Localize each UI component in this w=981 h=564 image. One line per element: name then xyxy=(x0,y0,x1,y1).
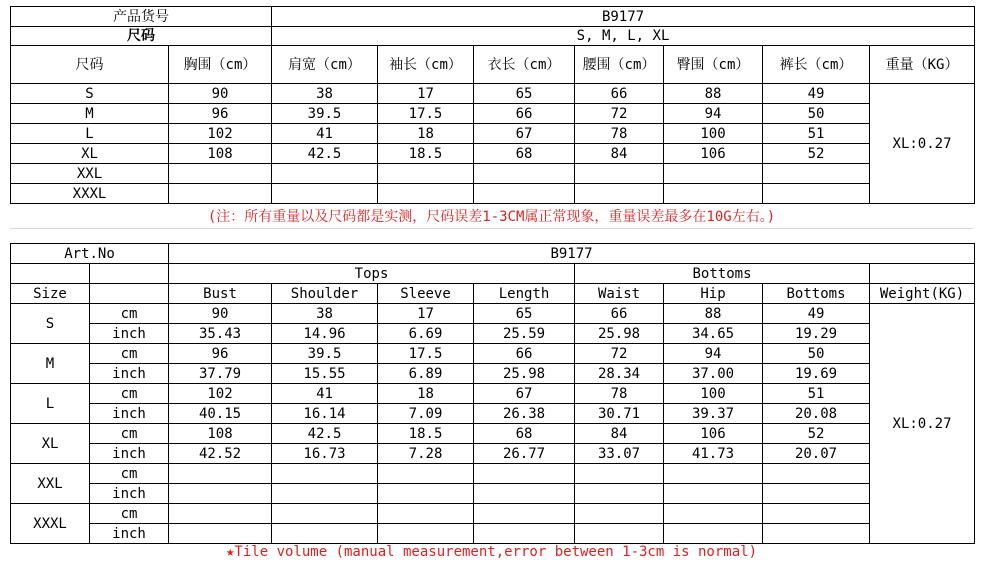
en-unit-cm: cm xyxy=(90,464,169,484)
cn-value-cell: 84 xyxy=(575,144,664,164)
en-size-cell: M xyxy=(11,344,90,384)
en-value-cell: 88 xyxy=(664,304,763,324)
en-value-cell: 20.08 xyxy=(763,404,870,424)
en-table-row xyxy=(11,384,975,404)
en-value-cell: 96 xyxy=(169,344,272,364)
en-value-cell: 84 xyxy=(575,424,664,444)
en-size-cell: XXL xyxy=(11,464,90,504)
en-value-cell xyxy=(272,524,378,544)
en-value-cell xyxy=(763,504,870,524)
en-value-cell: 40.15 xyxy=(169,404,272,424)
en-value-cell: 15.55 xyxy=(272,364,378,384)
en-value-cell xyxy=(169,464,272,484)
en-header-cell: Waist xyxy=(575,284,664,304)
en-header-cell: Length xyxy=(474,284,575,304)
cn-size-range-value: S, M, L, XL xyxy=(272,27,975,46)
en-value-cell xyxy=(575,504,664,524)
cn-value-cell xyxy=(378,184,474,204)
en-unit-cm: cm xyxy=(90,304,169,324)
en-table-row xyxy=(11,304,975,324)
en-value-cell: 100 xyxy=(664,384,763,404)
en-value-cell: 68 xyxy=(474,424,575,444)
en-value-cell xyxy=(474,464,575,484)
cn-weight-cell: XL:0.27 xyxy=(870,84,975,204)
en-value-cell xyxy=(378,524,474,544)
en-value-cell xyxy=(575,484,664,504)
cn-value-cell: 102 xyxy=(169,124,272,144)
cn-value-cell: 96 xyxy=(169,104,272,124)
en-value-cell: 65 xyxy=(474,304,575,324)
cn-value-cell xyxy=(664,164,763,184)
en-value-cell xyxy=(763,464,870,484)
cn-header-cell: 裤长（cm） xyxy=(763,46,870,84)
en-size-cell: L xyxy=(11,384,90,424)
cn-note: (注：所有重量以及尺码都是实测，尺码误差1-3CM属正常现象，重量误差最多在10G左右。) xyxy=(207,209,776,225)
en-table-row xyxy=(11,484,975,504)
cn-header-cell: 肩宽（cm） xyxy=(272,46,378,84)
en-weight-cell: XL:0.27 xyxy=(870,304,975,544)
en-value-cell: 35.43 xyxy=(169,324,272,344)
cn-size-cell: L xyxy=(11,124,169,144)
cn-value-cell: 65 xyxy=(474,84,575,104)
en-value-cell xyxy=(664,484,763,504)
en-value-cell xyxy=(474,524,575,544)
en-value-cell xyxy=(664,464,763,484)
en-value-cell: 34.65 xyxy=(664,324,763,344)
en-value-cell: 90 xyxy=(169,304,272,324)
en-value-cell: 102 xyxy=(169,384,272,404)
en-value-cell: 50 xyxy=(763,344,870,364)
en-table-row xyxy=(11,524,975,544)
en-value-cell xyxy=(169,524,272,544)
cn-table-row xyxy=(11,124,975,144)
en-value-cell: 19.69 xyxy=(763,364,870,384)
cn-header-cell: 胸围（cm） xyxy=(169,46,272,84)
en-value-cell: 26.77 xyxy=(474,444,575,464)
en-unit-inch: inch xyxy=(90,324,169,344)
en-value-cell: 16.73 xyxy=(272,444,378,464)
en-value-cell: 41 xyxy=(272,384,378,404)
cn-value-cell: 17 xyxy=(378,84,474,104)
en-value-cell: 39.37 xyxy=(664,404,763,424)
cn-size-cell: M xyxy=(11,104,169,124)
cn-product-no-value: B9177 xyxy=(272,7,975,27)
en-value-cell: 28.34 xyxy=(575,364,664,384)
en-value-cell: 94 xyxy=(664,344,763,364)
cn-value-cell: 38 xyxy=(272,84,378,104)
en-header-row xyxy=(11,284,975,304)
en-blank-cell xyxy=(870,264,975,284)
en-value-cell: 39.5 xyxy=(272,344,378,364)
en-value-cell: 49 xyxy=(763,304,870,324)
en-table-row xyxy=(11,444,975,464)
en-unit-inch: inch xyxy=(90,444,169,464)
cn-size-range-label: 尺码 xyxy=(11,27,272,46)
en-value-cell xyxy=(763,524,870,544)
cn-header-cell: 重量（KG） xyxy=(870,46,975,84)
en-blank-cell xyxy=(90,264,169,284)
en-value-cell: 17 xyxy=(378,304,474,324)
en-size-cell: S xyxy=(11,304,90,344)
en-value-cell: 66 xyxy=(575,304,664,324)
cn-value-cell xyxy=(272,164,378,184)
cn-header-cell: 袖长（cm） xyxy=(378,46,474,84)
en-value-cell: 52 xyxy=(763,424,870,444)
en-value-cell: 20.07 xyxy=(763,444,870,464)
en-table-row xyxy=(11,464,975,484)
cn-value-cell: 106 xyxy=(664,144,763,164)
en-weight-label: Weight(KG) xyxy=(870,284,975,304)
cn-value-cell: 90 xyxy=(169,84,272,104)
en-value-cell: 33.07 xyxy=(575,444,664,464)
en-blank-cell xyxy=(11,264,90,284)
cn-value-cell: 66 xyxy=(474,104,575,124)
en-value-cell xyxy=(474,504,575,524)
en-value-cell: 78 xyxy=(575,384,664,404)
en-table-row xyxy=(11,404,975,424)
en-art-no-value: B9177 xyxy=(169,244,975,264)
en-unit-inch: inch xyxy=(90,404,169,424)
cn-value-cell xyxy=(272,184,378,204)
cn-value-cell xyxy=(378,164,474,184)
cn-table-row xyxy=(11,164,975,184)
en-unit-cm: cm xyxy=(90,424,169,444)
cn-value-cell: 100 xyxy=(664,124,763,144)
en-value-cell: 30.71 xyxy=(575,404,664,424)
en-header-cell: Shoulder xyxy=(272,284,378,304)
en-value-cell: 7.28 xyxy=(378,444,474,464)
en-header-cell: Bottoms xyxy=(763,284,870,304)
cn-header-cell: 衣长（cm） xyxy=(474,46,575,84)
en-value-cell: 6.89 xyxy=(378,364,474,384)
en-value-cell: 37.79 xyxy=(169,364,272,384)
cn-size-table-main xyxy=(10,6,975,204)
en-value-cell xyxy=(272,484,378,504)
cn-value-cell: 17.5 xyxy=(378,104,474,124)
en-value-cell: 106 xyxy=(664,424,763,444)
section-divider xyxy=(10,228,973,229)
cn-table-row xyxy=(11,184,975,204)
en-size-cell: XXXL xyxy=(11,504,90,544)
en-value-cell xyxy=(169,484,272,504)
en-value-cell xyxy=(378,464,474,484)
en-unit-inch: inch xyxy=(90,524,169,544)
en-value-cell xyxy=(575,524,664,544)
cn-value-cell: 94 xyxy=(664,104,763,124)
en-value-cell: 42.5 xyxy=(272,424,378,444)
en-unit-cm: cm xyxy=(90,384,169,404)
en-value-cell: 16.14 xyxy=(272,404,378,424)
en-header-cell: Bust xyxy=(169,284,272,304)
cn-value-cell: 72 xyxy=(575,104,664,124)
en-value-cell: 25.98 xyxy=(575,324,664,344)
en-value-cell xyxy=(272,464,378,484)
en-value-cell xyxy=(664,504,763,524)
cn-value-cell xyxy=(664,184,763,204)
cn-size-cell: XL xyxy=(11,144,169,164)
en-note xyxy=(10,544,973,560)
en-value-cell: 17.5 xyxy=(378,344,474,364)
cn-value-cell: 49 xyxy=(763,84,870,104)
en-value-cell: 19.29 xyxy=(763,324,870,344)
en-value-cell: 26.38 xyxy=(474,404,575,424)
cn-value-cell: 68 xyxy=(474,144,575,164)
en-table-row xyxy=(11,344,975,364)
cn-size-cell: S xyxy=(11,84,169,104)
en-unit-inch: inch xyxy=(90,484,169,504)
cn-value-cell: 50 xyxy=(763,104,870,124)
en-value-cell: 7.09 xyxy=(378,404,474,424)
cn-value-cell xyxy=(474,184,575,204)
cn-value-cell xyxy=(763,184,870,204)
en-value-cell xyxy=(664,524,763,544)
cn-header-cell: 臀围（cm） xyxy=(664,46,763,84)
en-value-cell xyxy=(763,484,870,504)
cn-value-cell: 42.5 xyxy=(272,144,378,164)
en-unit-inch: inch xyxy=(90,364,169,384)
en-note-text: Tile volume (manual measurement,error between 1-3cm is normal) xyxy=(234,544,758,560)
cn-value-cell: 52 xyxy=(763,144,870,164)
cn-size-cell: XXXL xyxy=(11,184,169,204)
cn-value-cell: 18 xyxy=(378,124,474,144)
en-blank-cell xyxy=(90,284,169,304)
en-value-cell: 51 xyxy=(763,384,870,404)
en-value-cell: 37.00 xyxy=(664,364,763,384)
cn-value-cell: 88 xyxy=(664,84,763,104)
cn-value-cell: 108 xyxy=(169,144,272,164)
cn-value-cell xyxy=(169,164,272,184)
en-unit-cm: cm xyxy=(90,504,169,524)
cn-value-cell: 51 xyxy=(763,124,870,144)
en-value-cell: 18 xyxy=(378,384,474,404)
en-group-bottoms: Bottoms xyxy=(575,264,870,284)
en-value-cell xyxy=(272,504,378,524)
en-header-cell: Hip xyxy=(664,284,763,304)
en-value-cell: 25.59 xyxy=(474,324,575,344)
en-table-row xyxy=(11,364,975,384)
star-icon: ★ xyxy=(225,544,235,560)
en-group-tops: Tops xyxy=(169,264,575,284)
en-art-no-label: Art.No xyxy=(11,244,169,264)
cn-value-cell: 66 xyxy=(575,84,664,104)
en-value-cell: 6.69 xyxy=(378,324,474,344)
en-value-cell: 67 xyxy=(474,384,575,404)
cn-value-cell: 78 xyxy=(575,124,664,144)
en-value-cell: 42.52 xyxy=(169,444,272,464)
en-unit-cm: cm xyxy=(90,344,169,364)
cn-table-row xyxy=(11,144,975,164)
cn-value-cell xyxy=(474,164,575,184)
en-value-cell: 18.5 xyxy=(378,424,474,444)
en-table-row xyxy=(11,424,975,444)
en-table-row xyxy=(11,324,975,344)
en-value-cell xyxy=(474,484,575,504)
en-value-cell: 66 xyxy=(474,344,575,364)
en-value-cell: 72 xyxy=(575,344,664,364)
cn-value-cell: 67 xyxy=(474,124,575,144)
cn-header-cell: 腰围（cm） xyxy=(575,46,664,84)
cn-header-cell: 尺码 xyxy=(11,46,169,84)
cn-value-cell xyxy=(169,184,272,204)
en-value-cell: 14.96 xyxy=(272,324,378,344)
cn-value-cell: 39.5 xyxy=(272,104,378,124)
cn-table-row xyxy=(11,104,975,124)
en-value-cell xyxy=(575,464,664,484)
en-size-cell: XL xyxy=(11,424,90,464)
cn-value-cell: 18.5 xyxy=(378,144,474,164)
en-size-table xyxy=(10,243,975,544)
cn-header-row xyxy=(11,46,975,84)
en-value-cell xyxy=(169,504,272,524)
en-value-cell xyxy=(378,484,474,504)
en-value-cell xyxy=(378,504,474,524)
en-value-cell: 38 xyxy=(272,304,378,324)
cn-value-cell xyxy=(763,164,870,184)
en-size-label: Size xyxy=(11,284,90,304)
en-value-cell: 108 xyxy=(169,424,272,444)
cn-value-cell xyxy=(575,184,664,204)
cn-product-no-label: 产品货号 xyxy=(11,7,272,27)
cn-value-cell: 41 xyxy=(272,124,378,144)
cn-size-cell: XXL xyxy=(11,164,169,184)
en-value-cell: 41.73 xyxy=(664,444,763,464)
cn-value-cell xyxy=(575,164,664,184)
en-value-cell: 25.98 xyxy=(474,364,575,384)
cn-table-row xyxy=(11,84,975,104)
en-table-row xyxy=(11,504,975,524)
en-header-cell: Sleeve xyxy=(378,284,474,304)
